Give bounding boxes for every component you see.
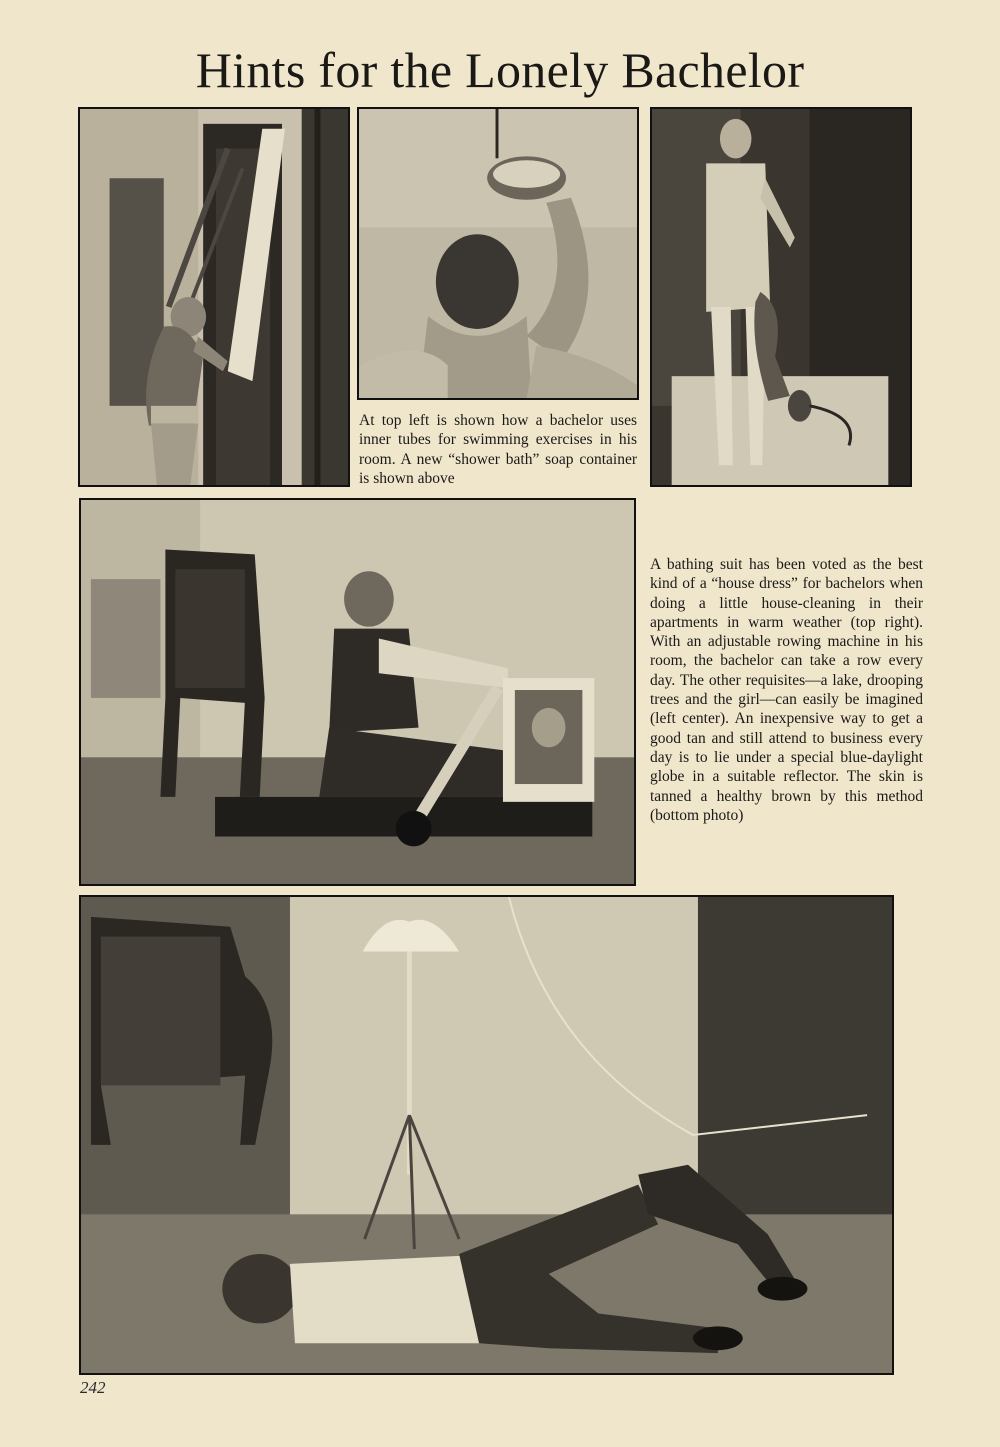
- photo-sun-lamp-tanning: [79, 895, 894, 1375]
- photo-inner-tube-exercise: [78, 107, 350, 487]
- caption-top: At top left is shown how a bachelor uses inner tubes for swimming exercises in his room. A new “shower bath” soap container is shown above: [359, 412, 637, 487]
- photo-shower-soap-container: [357, 107, 639, 400]
- photo-housecleaning-bathing-suit: [650, 107, 912, 487]
- page-title: Hints for the Lonely Bachelor: [195, 42, 805, 98]
- caption-right: A bathing suit has been voted as the best kind of a “house dress” for bachelors when doing a little house-cleaning in their apartments in warm weather (top right). With an adjustable rowing machine in his room, the bachelor can take a row every day. The other requisites—a lake, drooping trees and the girl—can easily be imagined (left center). An inexpensive way to get a good tan and still attend to business every day is to lie under a special blue-daylight globe in a suitable reflector. The skin is tanned a healthy brown by this method (bottom photo): [650, 556, 923, 824]
- photo-rowing-machine: [79, 498, 636, 886]
- page-number: 242: [80, 1378, 106, 1397]
